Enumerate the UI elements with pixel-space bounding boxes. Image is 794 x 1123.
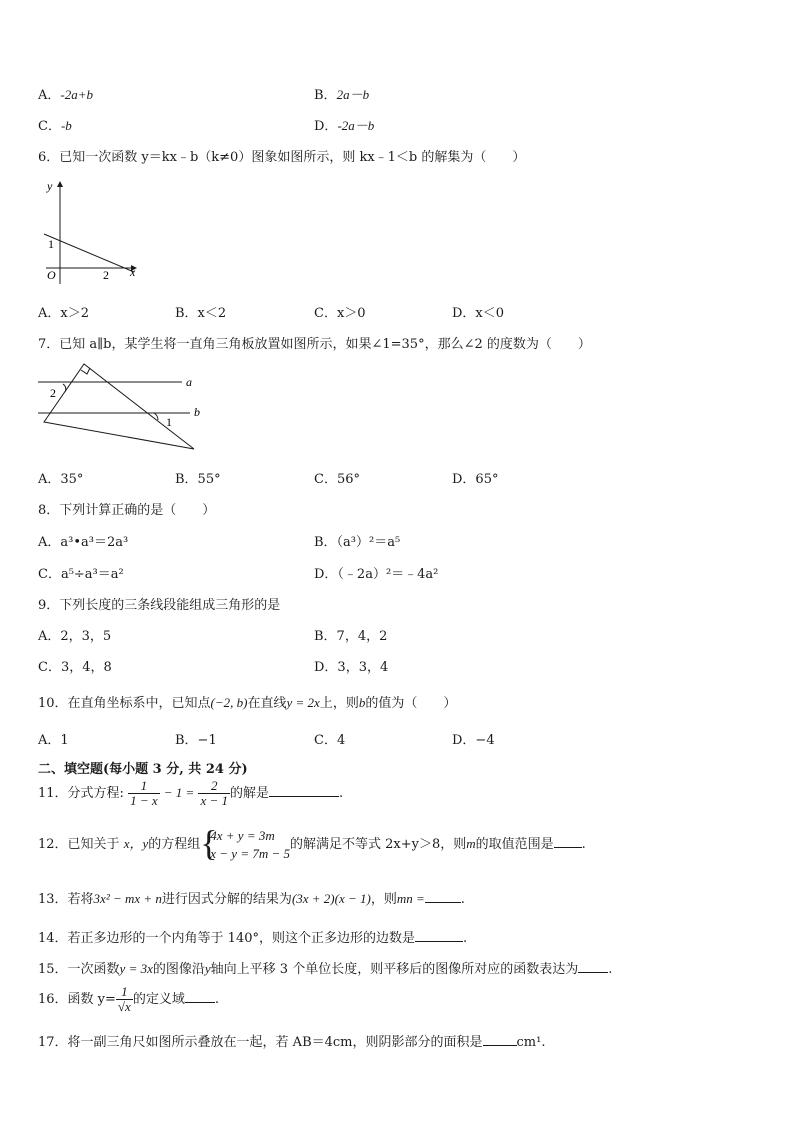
q7-stem: 7．已知 a∥b，某学生将一直角三角板放置如图所示，如果∠1=35°，那么∠2 的度数为（ ） — [38, 337, 591, 352]
option-label: A． — [38, 88, 61, 103]
q5-option-a — [38, 84, 93, 103]
q15-stem: 15．一次函数y = 3x的图像沿y轴向上平移 3 个单位长度，则平移后的图像所对应的函数表达为 . — [38, 961, 613, 977]
q10-option-d: D．−4 — [452, 733, 495, 748]
equation-system: { 4x + y = 3m x − y = 7m − 5 — [200, 822, 290, 863]
q6-option-b: B．x＜2 — [175, 306, 227, 321]
q9-option-d: D．3，3，4 — [314, 660, 389, 675]
q8-stem: 8．下列计算正确的是（ ） — [38, 503, 216, 518]
brace-icon: { — [200, 822, 218, 863]
option-label: C． — [38, 119, 61, 134]
q17-stem: 17．将一副三角尺如图所示叠放在一起，若 AB＝4cm，则阴影部分的面积是 cm¹. — [38, 1035, 546, 1050]
q8-option-c: C．a⁵÷a³＝a² — [38, 567, 124, 582]
q12-stem: 12．已知关于 x，y的方程组 { 4x + y = 3m x − y = 7m − 5 的解满足不等式 2x+y＞8，则m的取值范围是 . — [38, 822, 586, 863]
q9-stem: 9．下列长度的三条线段能组成三角形的是 — [38, 598, 281, 613]
y-intercept-label: 1 — [48, 237, 54, 251]
q7-option-a: A．35° — [38, 472, 84, 487]
q6-option-a: A．x＞2 — [38, 306, 89, 321]
q7-parallel-lines-triangle-figure — [36, 362, 208, 454]
x-intercept-label: 2 — [103, 268, 109, 282]
answer-blank[interactable] — [483, 1033, 517, 1046]
option-label: B． — [314, 88, 337, 103]
q5-option-b — [314, 84, 369, 103]
q8-option-b: B．（a³）²＝a⁵ — [314, 535, 401, 550]
right-angle-mark — [81, 368, 90, 374]
q7-option-c: C．56° — [314, 472, 360, 487]
point-expression: (−2, b) — [210, 695, 248, 710]
answer-blank[interactable] — [578, 960, 608, 973]
fraction-1: $\frac{1}{1 - x}$ — [130, 778, 158, 808]
fraction-2: $\frac{2}{x - 1}$ — [200, 778, 228, 808]
q9-option-b: B．7，4，2 — [314, 629, 388, 644]
right-triangle — [44, 364, 194, 449]
q10-option-a: A．1 — [38, 733, 69, 748]
q11-stem: 11．分式方程: $\frac{1}{1 - x}$ − 1 = $\frac{2}{x - 1}$ 的解是 . — [38, 778, 344, 808]
q5-option-c — [38, 115, 72, 134]
y-axis-label: y — [47, 179, 53, 193]
angle-1-label: 1 — [166, 415, 172, 429]
function-line — [44, 234, 134, 272]
angle-2-label: 2 — [50, 386, 56, 400]
option-text: 2a－b — [336, 87, 370, 102]
q14-stem: 14．若正多边形的一个内角等于 140°，则这个正多边形的边数是 . — [38, 931, 468, 946]
origin-label: O — [47, 268, 56, 282]
q10-stem: 10．在直角坐标系中，已知点(−2, b)在直线y = 2x上，则b的值为（ ） — [38, 695, 457, 711]
x-axis-label: x — [130, 265, 136, 279]
fraction-1-over-sqrt-x: $\frac{1}{√x}$ — [117, 984, 131, 1014]
option-label: D． — [314, 119, 338, 134]
q8-option-a: A．a³•a³＝2a³ — [38, 535, 129, 550]
angle-2-arc — [63, 384, 66, 392]
line-equation: y = 2x — [286, 695, 320, 710]
line-b-label: b — [194, 405, 200, 419]
q9-option-c: C．3，4，8 — [38, 660, 112, 675]
section-title: 二、填空题(每小题 3 分, 共 24 分) — [38, 762, 248, 777]
q8-option-d: D．（﹣2a）²＝﹣4a² — [314, 567, 439, 582]
answer-blank[interactable] — [554, 835, 582, 848]
q5-option-d — [314, 115, 374, 134]
q10-option-b: B．−1 — [175, 733, 217, 748]
option-text: -2a－b — [337, 118, 375, 133]
q7-option-d: D．65° — [452, 472, 499, 487]
q6-stem: 6．已知一次函数 y＝kx﹣b（k≠0）图象如图所示，则 kx﹣1＜b 的解集为（ ） — [38, 150, 526, 165]
q6-option-d: D．x＜0 — [452, 306, 505, 321]
q6-option-c: C．x＞0 — [314, 306, 366, 321]
answer-blank[interactable] — [185, 990, 215, 1003]
option-text: -2a+b — [60, 87, 93, 102]
q13-stem: 13．若将3x² − mx + n进行因式分解的结果为(3x + 2)(x − 1)，则mn = . — [38, 891, 465, 907]
q9-option-a: A．2，3，5 — [38, 629, 112, 644]
option-text: -b — [60, 118, 72, 133]
answer-blank[interactable] — [425, 890, 461, 903]
answer-blank[interactable] — [415, 929, 463, 942]
q7-option-b: B．55° — [175, 472, 221, 487]
q6-linear-function-graph — [38, 176, 148, 288]
line-a-label: a — [186, 375, 192, 389]
q16-stem: 16．函数 y= $\frac{1}{√x}$ 的定义域 . — [38, 984, 219, 1014]
answer-blank[interactable] — [269, 784, 339, 797]
q10-option-c: C．4 — [314, 733, 346, 748]
